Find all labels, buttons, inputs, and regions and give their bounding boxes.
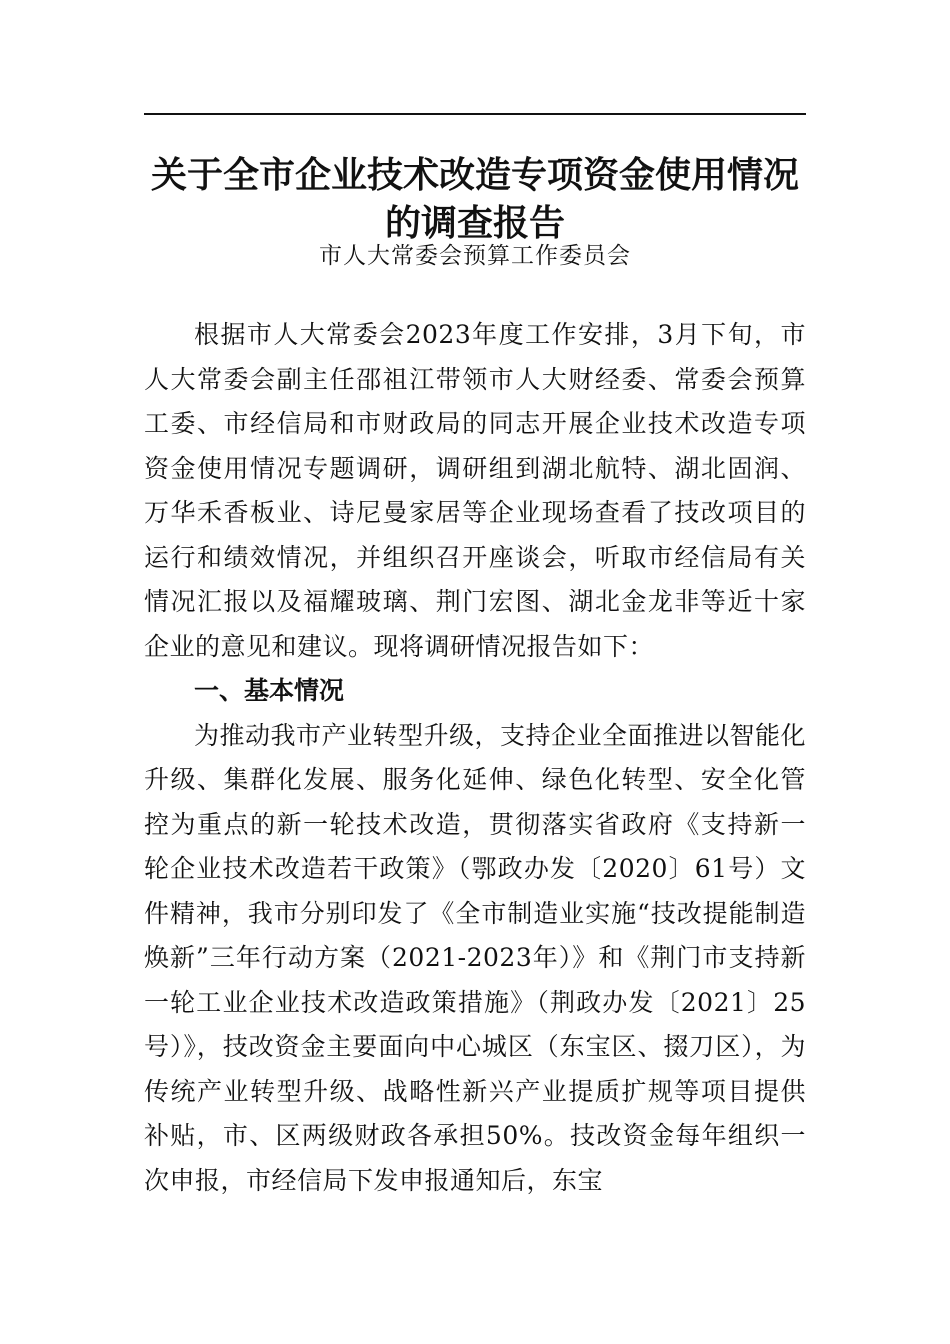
intro-paragraph: 根据市人大常委会2023年度工作安排，3月下旬，市人大常委会副主任邵祖江带领市人大财经委、常委会预算工委、市经信局和市财政局的同志开展企业技术改造专项资金使用情况专题调研，调研组到湖北航特、湖北固润、万华禾香板业、诗尼曼家居等企业现场查看了技改项目的运行和绩效情况，并组织召开座谈会，听取市经信局有关情况汇报以及福耀玻璃、荆门宏图、湖北金龙非等近十家企业的意见和建议。现将调研情况报告如下：: [144, 320, 806, 661]
section-heading-basic-info: 一、基本情况: [194, 676, 345, 705]
header-rule: [144, 113, 806, 115]
section-1-paragraph: 为推动我市产业转型升级，支持企业全面推进以智能化升级、集群化发展、服务化延伸、绿色化转型、安全化管控为重点的新一轮技术改造，贯彻落实省政府《支持新一轮企业技术改造若干政策》（鄂政办发〔2020〕61号）文件精神，我市分别印发了《全市制造业实施“技改提能制造焕新”三年行动方案（2021-2023年）》和《荆门市支持新一轮工业企业技术改造政策措施》（荆政办发〔2021〕25号）》，技改资金主要面向中心城区（东宝区、掇刀区），为传统产业转型升级、战略性新兴产业提质扩规等项目提供补贴，市、区两级财政各承担50%。技改资金每年组织一次申报，市经信局下发申报通知后，东宝: [144, 720, 807, 1195]
document-body: [144, 313, 806, 1203]
document-title: 关于全市企业技术改造专项资金使用情况的调查报告: [150, 155, 799, 244]
document-author: 市人大常委会预算工作委员会: [319, 243, 631, 269]
